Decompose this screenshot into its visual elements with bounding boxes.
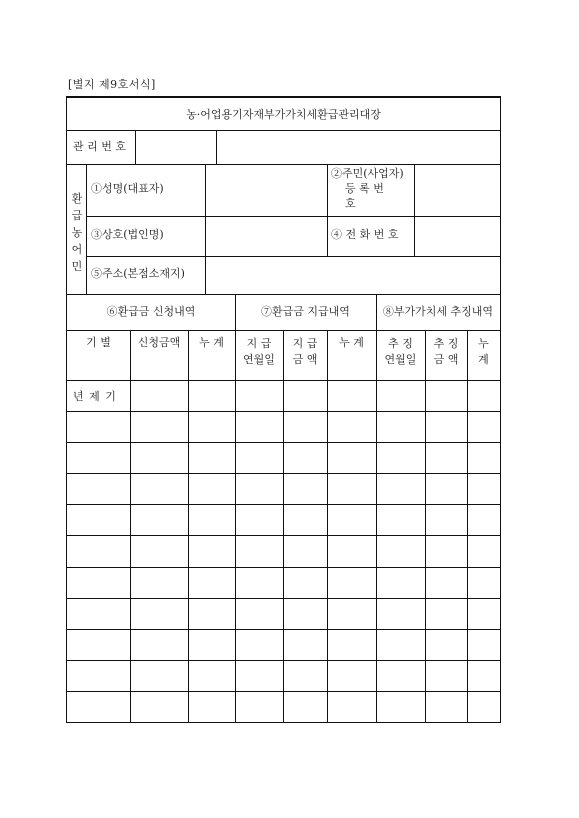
management-no-value[interactable] — [135, 130, 217, 164]
col-period: 기 별 — [86, 336, 111, 349]
table-row[interactable] — [67, 504, 500, 535]
col-cumulative-1: 누 계 — [199, 336, 224, 349]
first-row-label: 년 제 기 — [73, 390, 117, 403]
table-row[interactable] — [67, 660, 500, 691]
phone-label: ④ 전 화 번 호 — [331, 228, 399, 241]
name-value[interactable] — [205, 164, 328, 216]
table-row[interactable] — [67, 442, 500, 473]
col-pay-date: 지 급 연월일 — [243, 337, 275, 366]
table-row[interactable] — [67, 473, 500, 504]
col-collect-date: 추 징 연월일 — [384, 337, 417, 366]
ledger-title: 농·어업용기자재부가가치세환급관리대장 — [186, 108, 381, 121]
col-collect-amount: 추 징 금 액 — [433, 337, 459, 366]
table-row[interactable] — [67, 535, 500, 566]
name-label: ①성명(대표자) — [91, 182, 164, 195]
table-row[interactable] — [67, 380, 500, 411]
col-requested-amount: 신청금액 — [137, 336, 181, 349]
address-label: ⑤주소(본점소재지) — [91, 267, 185, 280]
section-collection: ⑧부가가치세 추징내역 — [382, 305, 494, 318]
phone-value[interactable] — [414, 216, 500, 256]
col-pay-amount: 지 급 금 액 — [292, 337, 318, 366]
management-no-row — [67, 130, 500, 165]
table-row[interactable] — [67, 629, 500, 660]
refund-management-ledger — [66, 96, 501, 723]
col-cumulative-3: 누 계 — [478, 337, 489, 366]
form-number-label: [별지 제9호서식] — [68, 78, 156, 91]
ledger-grid — [67, 330, 500, 722]
section-payment: ⑦환급금 지급내역 — [261, 305, 350, 318]
company-value[interactable] — [205, 216, 328, 256]
address-value[interactable] — [205, 256, 500, 294]
col-cumulative-2: 누 계 — [339, 336, 364, 349]
registration-value[interactable] — [414, 164, 500, 216]
management-no-label: 관 리 번 호 — [73, 140, 126, 153]
section-application: ⑥환급금 신청내역 — [106, 305, 196, 318]
table-row[interactable] — [67, 691, 500, 722]
company-label: ③상호(법인명) — [91, 228, 164, 241]
table-row[interactable] — [67, 411, 500, 442]
table-row[interactable] — [67, 598, 500, 629]
table-row[interactable] — [67, 567, 500, 598]
applicant-group-label: 환 급 농 어 민 — [71, 192, 83, 273]
registration-label: ②주민(사업자) 등 록 번 호 — [331, 167, 404, 210]
